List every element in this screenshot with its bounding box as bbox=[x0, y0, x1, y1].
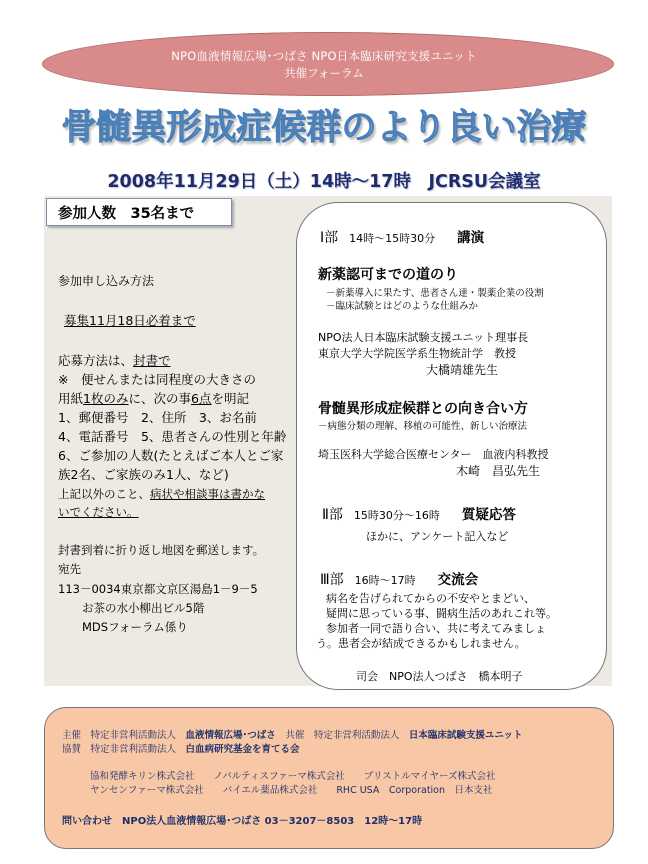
page-title: 骨髄異形成症候群のより良い治療 bbox=[61, 108, 587, 148]
part2-time: 15時30分～16時 bbox=[353, 509, 440, 522]
support-line bbox=[62, 741, 300, 755]
event-date: 2008年11月29日（土）14時～17時 JCRSU会議室 bbox=[107, 172, 541, 192]
addressee-label: 宛先 bbox=[58, 562, 81, 576]
part3-desc-3: 参加者一同で語り合い、共に考えてみましょ bbox=[326, 622, 546, 635]
part3-desc-1: 病名を告げられてからの不安やとまどい、 bbox=[326, 592, 535, 605]
header-ellipse bbox=[42, 32, 614, 96]
warning-prefix: 上記以外のこと、 bbox=[58, 487, 150, 501]
moderator: 司会 NPO法人つばさ 橋本明子 bbox=[356, 670, 523, 683]
note2-c: に、次の事 bbox=[128, 391, 191, 406]
part1-time: 14時～15時30分 bbox=[349, 232, 436, 245]
method-prefix: 応募方法は、 bbox=[58, 353, 134, 368]
talk1-title: 新薬認可までの道のり bbox=[318, 267, 458, 283]
organizers-text: NPO血液情報広場･つばさ NPO日本臨床研究支援ユニット bbox=[171, 49, 477, 63]
part3-type: 交流会 bbox=[437, 572, 479, 588]
part3-header bbox=[320, 568, 478, 589]
cohost-name: 日本臨床試験支援ユニット bbox=[408, 730, 523, 741]
warning-underlined-1: 病状や相談事は書かな bbox=[150, 487, 265, 501]
part1-label: Ⅰ部 bbox=[320, 230, 339, 246]
talk2-sub: －病態分類の理解、移植の可能性、新しい治療法 bbox=[318, 421, 528, 432]
part2-type: 質疑応答 bbox=[461, 507, 516, 523]
talk1-speaker: 大橋靖雄先生 bbox=[426, 363, 499, 377]
part2-note: ほかに、アンケート記入など bbox=[366, 530, 509, 543]
application-heading: 参加申し込み方法 bbox=[58, 274, 155, 288]
address-line-2: お茶の水小柳出ビル5階 bbox=[82, 601, 205, 615]
warning-line-2: いでください。 bbox=[58, 505, 139, 519]
items-line-4: 族2名、ご家族のみ1人、など) bbox=[58, 467, 229, 482]
part1-header bbox=[320, 226, 484, 247]
talk1-affiliation-2: 東京大学大学院医学系生物統計学 教授 bbox=[318, 347, 516, 360]
talk1-affiliation-1: NPO法人日本臨床試験支援ユニット理事長 bbox=[318, 331, 529, 344]
note-line-1: ※ 便せんまたは同程度の大きさの bbox=[58, 372, 256, 387]
note2-a: 用紙 bbox=[58, 391, 84, 406]
items-line-1: 1、郵便番号 2、住所 3、お名前 bbox=[58, 410, 257, 425]
items-line-2: 4、電話番号 5、患者さんの性別と年齢 bbox=[58, 429, 287, 444]
warning-line-1 bbox=[58, 485, 265, 503]
support-name: 白血病研究基金を育てる会 bbox=[185, 744, 300, 755]
method-line bbox=[58, 352, 171, 370]
host-label: 主催 特定非営利活動法人 bbox=[62, 730, 177, 741]
items-line-3: 6、ご参加の人数(たとえばご本人とご家 bbox=[58, 448, 284, 463]
contact-line: 問い合わせ NPO法人血液情報広場･つばさ 03－3207－8503 12時～17時 bbox=[62, 816, 423, 827]
host-name: 血液情報広場･つばさ bbox=[185, 730, 276, 741]
sponsors-row-1: 協和発酵キリン株式会社 ノバルティスファーマ株式会社 ブリストルマイヤーズ株式会社 bbox=[90, 771, 496, 782]
support-label: 協賛 特定非営利活動法人 bbox=[62, 744, 177, 755]
note-line-2 bbox=[58, 390, 249, 408]
part1-type: 講演 bbox=[457, 230, 485, 246]
cohost-label: 共催 特定非営利活動法人 bbox=[285, 730, 400, 741]
host-line bbox=[62, 727, 522, 741]
part2-label: Ⅱ部 bbox=[322, 507, 343, 523]
deadline-text: 募集11月18日必着まで bbox=[64, 313, 196, 328]
talk2-title: 骨髄異形成症候群との向き合い方 bbox=[318, 401, 528, 417]
talk2-speaker: 木崎 昌弘先生 bbox=[456, 464, 541, 478]
talk1-sub-1: －新薬導入に果たす、患者さん達・製薬企業の役割 bbox=[326, 288, 544, 299]
talk2-affiliation: 埼玉医科大学総合医療センター 血液内科教授 bbox=[318, 448, 549, 461]
sponsors-row-2: ヤンセンファーマ株式会社 バイエル薬品株式会社 RHC USA Corporation 日本支社 bbox=[90, 785, 493, 796]
method-underlined: 封書で bbox=[133, 353, 171, 368]
note2-d: 6点 bbox=[190, 391, 212, 406]
map-note: 封書到着に折り返し地図を郵送します。 bbox=[58, 543, 265, 557]
address-line-3: MDSフォーラム係り bbox=[82, 620, 188, 634]
capacity-text: 参加人数 35名まで bbox=[58, 206, 195, 222]
part3-time: 16時～17時 bbox=[354, 574, 416, 587]
part3-desc-2: 疑問に思っている事、闘病生活のあれこれ等。 bbox=[326, 607, 557, 620]
talk1-sub-2: －臨床試験とはどのような仕組みか bbox=[326, 301, 479, 312]
part3-desc-4: う。患者会が結成できるかもしれません。 bbox=[316, 637, 526, 650]
address-line-1: 113－0034東京都文京区湯島1－9－5 bbox=[58, 582, 258, 596]
part2-header bbox=[322, 503, 516, 524]
part3-label: Ⅲ部 bbox=[320, 572, 344, 588]
note2-e: を明記 bbox=[211, 391, 249, 406]
forum-label: 共催フォーラム bbox=[284, 66, 364, 80]
note2-b: 1枚のみ bbox=[83, 391, 129, 406]
